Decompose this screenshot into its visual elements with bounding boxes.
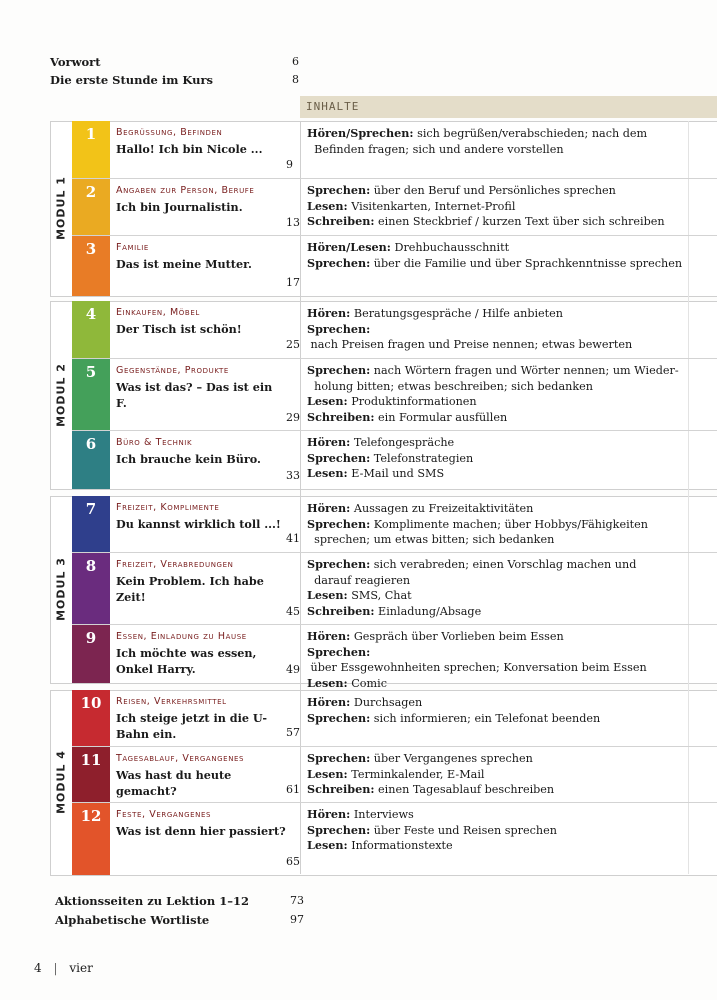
lesson-content-11 [307, 751, 692, 798]
lesson-category: Freizeit, Verabredungen [116, 559, 234, 570]
skill-label: Hören: [307, 807, 351, 821]
content-line [307, 767, 692, 783]
lesson-page: 57 [286, 726, 300, 739]
skill-text: Einladung/Absage [374, 604, 482, 618]
lesson-title[interactable]: Das ist meine Mutter. [116, 257, 252, 271]
lesson-content-5 [307, 363, 692, 425]
content-line [307, 240, 692, 256]
lesson-number: 12 [80, 807, 102, 825]
lesson-content-4 [307, 306, 692, 353]
skill-label: Schreiben: [307, 782, 375, 797]
skill-label: Sprechen: [307, 516, 371, 531]
skill-label: Sprechen: [307, 710, 371, 725]
skill-text: sprechen; um etwas bitten; sich bedanken [307, 533, 555, 547]
lesson-category: Freizeit, Komplimente [116, 502, 220, 513]
skill-label: Lesen: [307, 198, 348, 213]
lesson-category: Tagesablauf, Vergangenes [116, 753, 245, 764]
lesson-number: 1 [85, 125, 97, 143]
content-line [307, 214, 692, 230]
content-line [307, 183, 692, 199]
lesson-title[interactable]: Was ist das? – Das ist ein F. [116, 380, 273, 410]
module-4-label: MODUL 4 [54, 750, 68, 814]
skill-text: Durchsagen [350, 696, 423, 709]
module-3-label: MODUL 3 [54, 557, 68, 621]
content-line [307, 466, 692, 482]
skill-label: Hören: [307, 629, 351, 643]
skill-text: Gespräch über Vorlieben beim Essen [350, 630, 564, 643]
skill-text: nach Wörtern fragen und Wörter nennen; um Wieder- [370, 364, 679, 377]
lesson-category: Feste, Vergangenes [116, 809, 212, 820]
skill-label: Hören/Lesen: [307, 240, 391, 254]
lesson-title[interactable]: Der Tisch ist schön! [116, 322, 242, 336]
skill-text: Telefongespräche [350, 436, 455, 449]
content-line [307, 604, 692, 620]
page-footer [34, 961, 93, 975]
lesson-number: 6 [85, 435, 97, 453]
lesson-category: Reisen, Verkehrsmittel [116, 696, 227, 707]
lesson-number: 4 [85, 305, 97, 323]
skill-label: Schreiben: [307, 409, 375, 424]
content-line [307, 711, 692, 727]
inhalte-label: INHALTE [306, 100, 360, 113]
content-line [307, 782, 692, 798]
lesson-content-6 [307, 435, 692, 482]
lesson-page: 49 [286, 663, 300, 676]
lesson-page: 45 [286, 605, 300, 618]
skill-label: Sprechen: [307, 822, 371, 837]
skill-text: sich verabreden; einen Vorschlag machen und [370, 558, 637, 571]
lesson-title[interactable]: Ich steige jetzt in die U-Bahn ein. [116, 711, 268, 741]
lesson-category: Familie [116, 242, 149, 253]
lesson-number: 11 [80, 751, 102, 769]
skill-text: über Essgewohnheiten sprechen; Konversation beim Essen [307, 661, 647, 675]
skill-text: über Vergangenes sprechen [370, 752, 533, 765]
lesson-page: 9 [286, 158, 293, 171]
skill-text: über den Beruf und Persönliches sprechen [370, 184, 616, 197]
skill-label: Hören: [307, 695, 351, 709]
skill-label: Lesen: [307, 675, 348, 690]
lesson-category: Büro & Technik [116, 437, 193, 448]
content-line [307, 394, 692, 410]
front-entry-erste-stunde[interactable]: Die erste Stunde im Kurs [50, 73, 214, 87]
skill-text: Beratungsgespräche / Hilfe anbieten [350, 307, 564, 320]
content-line [307, 823, 692, 839]
skill-label: Schreiben: [307, 214, 375, 229]
skill-text: Komplimente machen; über Hobbys/Fähigkeiten [370, 517, 648, 531]
skill-label: Lesen: [307, 394, 348, 409]
content-line [307, 306, 692, 322]
lesson-page: 29 [286, 411, 300, 424]
skill-text: Drehbuchausschnitt [390, 241, 510, 254]
lesson-page: 25 [286, 338, 300, 351]
lesson-title[interactable]: Du kannst wirklich toll ...! [116, 517, 281, 531]
skill-text: sich informieren; ein Telefonat beenden [370, 711, 601, 725]
content-line [307, 751, 692, 767]
lesson-title[interactable]: Ich möchte was essen, Onkel Harry. [116, 646, 257, 676]
content-line [307, 517, 692, 533]
lesson-number: 9 [85, 629, 97, 647]
content-line [307, 573, 692, 589]
lesson-number: 8 [85, 557, 97, 575]
lesson-page: 17 [286, 276, 300, 289]
content-line [307, 629, 692, 645]
skill-label: Sprechen: [307, 183, 371, 197]
skill-text: holung bitten; etwas beschreiben; sich bedanken [307, 379, 593, 393]
lesson-category: Begrüssung, Befinden [116, 127, 223, 138]
back-page-aktionsseiten: 73 [290, 894, 304, 907]
content-line [307, 142, 692, 158]
skill-text: über die Familie und über Sprachkenntnisse sprechen [370, 256, 683, 270]
content-line [307, 588, 692, 604]
skill-text: Telefonstrategien [370, 451, 474, 465]
skill-label: Lesen: [307, 766, 348, 781]
skill-text: einen Tagesablauf beschreiben [374, 783, 555, 797]
inhalte-header [300, 96, 717, 118]
skill-text: Interviews [350, 808, 414, 821]
skill-text: einen Steckbrief / kurzen Text über sich schreiben [374, 215, 665, 229]
content-line [307, 532, 692, 548]
content-line [307, 807, 692, 823]
lesson-content-2 [307, 183, 692, 230]
lesson-title[interactable]: Kein Problem. Ich habe Zeit! [116, 574, 264, 604]
content-line [307, 322, 692, 353]
lesson-category: Angaben zur Person, Berufe [116, 185, 255, 196]
skill-text: ein Formular ausfüllen [374, 410, 508, 424]
skill-text: Terminkalender, E-Mail [347, 767, 485, 781]
lesson-content-8 [307, 557, 692, 619]
content-line [307, 363, 692, 379]
lesson-title[interactable]: Hallo! Ich bin Nicole ... [116, 142, 263, 156]
lesson-page: 61 [286, 783, 300, 796]
lesson-content-12 [307, 807, 692, 854]
lesson-title[interactable]: Was hast du heute gemacht? [116, 768, 232, 798]
skill-label: Lesen: [307, 466, 348, 481]
back-entry-aktionsseiten[interactable]: Aktionsseiten zu Lektion 1–12 [55, 894, 249, 908]
skill-text: Befinden fragen; sich und andere vorstellen [307, 142, 564, 156]
content-line [307, 379, 692, 395]
module-1-label: MODUL 1 [54, 176, 68, 240]
content-line [307, 501, 692, 517]
back-page-wortliste: 97 [290, 913, 304, 926]
skill-label: Sprechen: [307, 363, 371, 377]
skill-text: SMS, Chat [347, 589, 412, 603]
skill-text: Comic [347, 676, 387, 690]
module-2-label: MODUL 2 [54, 362, 68, 427]
front-entry-vorwort[interactable]: Vorwort [50, 55, 101, 69]
content-line [307, 645, 692, 676]
skill-text: Visitenkarten, Internet-Profil [347, 199, 516, 213]
lesson-page: 33 [286, 469, 300, 482]
content-line [307, 435, 692, 451]
skill-label: Hören/Sprechen: [307, 126, 414, 140]
skill-label: Hören: [307, 501, 351, 515]
skill-label: Hören: [307, 435, 351, 449]
lesson-content-10 [307, 695, 692, 726]
front-page-vorwort: 6 [292, 55, 299, 68]
lesson-content-9 [307, 629, 692, 691]
skill-text: darauf reagieren [307, 573, 411, 587]
skill-label: Lesen: [307, 588, 348, 603]
skill-text: Produktinformationen [347, 395, 477, 409]
skill-text: E-Mail und SMS [347, 467, 445, 481]
footer-page-word: vier [69, 961, 93, 975]
lesson-number: 3 [85, 240, 97, 258]
lesson-number: 7 [85, 500, 97, 518]
skill-label: Lesen: [307, 838, 348, 853]
lesson-category: Gegenstände, Produkte [116, 365, 229, 376]
lesson-title[interactable]: Ich brauche kein Büro. [116, 452, 261, 466]
content-line [307, 199, 692, 215]
footer-page-number: 4 [34, 961, 42, 975]
skill-text: über Feste und Reisen sprechen [370, 823, 557, 837]
lesson-content-1 [307, 126, 692, 157]
lesson-number: 5 [85, 363, 97, 381]
skill-label: Hören: [307, 306, 351, 320]
lesson-page: 41 [286, 532, 300, 545]
content-line [307, 410, 692, 426]
content-line [307, 256, 692, 272]
skill-label: Sprechen: [307, 450, 371, 465]
content-line [307, 557, 692, 573]
lesson-title[interactable]: Ich bin Journalistin. [116, 200, 243, 214]
skill-label: Sprechen: [307, 751, 371, 765]
lesson-content-3 [307, 240, 692, 271]
skill-text: nach Preisen fragen und Preise nennen; etwas bewerten [307, 338, 633, 352]
content-line [307, 451, 692, 467]
lesson-page: 65 [286, 855, 300, 868]
skill-text: Informationstexte [347, 839, 453, 853]
lesson-category: Essen, Einladung zu Hause [116, 631, 247, 642]
skill-label: Sprechen: [307, 644, 371, 659]
lesson-number: 10 [80, 694, 102, 712]
back-entry-wortliste[interactable]: Alphabetische Wortliste [55, 913, 210, 927]
skill-label: Sprechen: [307, 255, 371, 270]
front-page-erste-stunde: 8 [292, 73, 299, 86]
skill-text: sich begrüßen/verabschieden; nach dem [413, 127, 648, 140]
lesson-number: 2 [85, 183, 97, 201]
lesson-category: Einkaufen, Möbel [116, 307, 200, 318]
content-line [307, 838, 692, 854]
skill-label: Schreiben: [307, 603, 375, 618]
skill-label: Sprechen: [307, 557, 371, 571]
lesson-page: 13 [286, 216, 300, 229]
skill-label: Sprechen: [307, 321, 371, 336]
skill-text: Aussagen zu Freizeitaktivitäten [350, 502, 534, 515]
lesson-title[interactable]: Was ist denn hier passiert? [116, 824, 286, 838]
footer-separator: | [53, 961, 58, 975]
lesson-content-7 [307, 501, 692, 548]
content-line [307, 126, 692, 142]
content-line [307, 695, 692, 711]
